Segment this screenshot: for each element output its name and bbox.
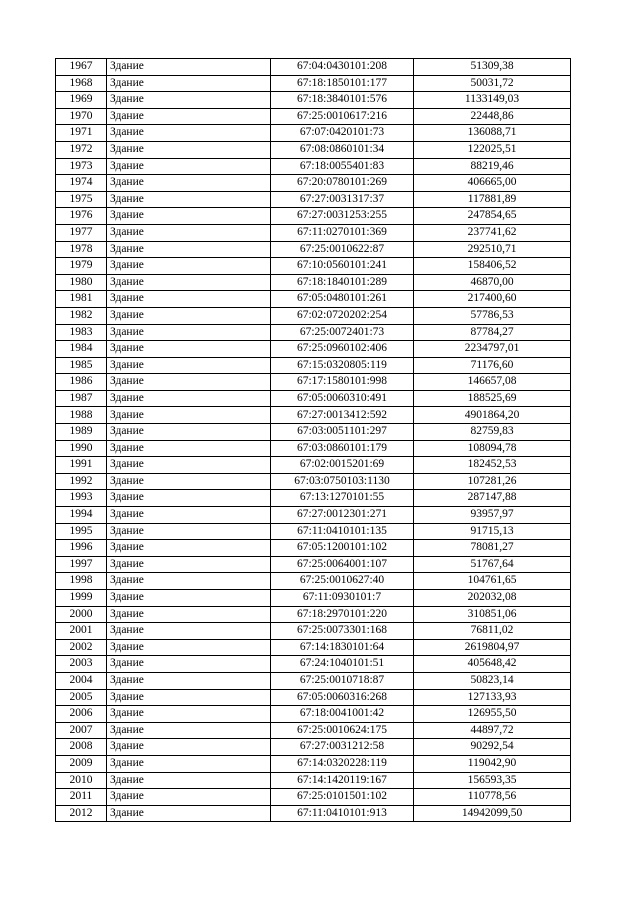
cadastral-value-cell: 405648,42	[414, 656, 571, 673]
cadastral-number-cell: 67:03:0051101:297	[271, 424, 414, 441]
row-number-cell: 1999	[56, 590, 107, 607]
object-type-cell: Здание	[107, 208, 271, 225]
row-number-cell: 1990	[56, 440, 107, 457]
cadastral-value-cell: 71176,60	[414, 357, 571, 374]
row-number-cell: 1974	[56, 175, 107, 192]
table-row	[56, 473, 571, 490]
row-number-cell: 2002	[56, 639, 107, 656]
row-number-cell: 2000	[56, 606, 107, 623]
cadastral-value-cell: 57786,53	[414, 307, 571, 324]
cadastral-number-cell: 67:03:0750103:1130	[271, 473, 414, 490]
cadastral-value-cell: 188525,69	[414, 390, 571, 407]
cadastral-value-cell: 292510,71	[414, 241, 571, 258]
row-number-cell: 1992	[56, 473, 107, 490]
row-number-cell: 1996	[56, 540, 107, 557]
cadastral-number-cell: 67:05:0060316:268	[271, 689, 414, 706]
table-row	[56, 208, 571, 225]
object-type-cell: Здание	[107, 739, 271, 756]
row-number-cell: 1993	[56, 490, 107, 507]
cadastral-number-cell: 67:11:0410101:913	[271, 805, 414, 822]
row-number-cell: 2001	[56, 623, 107, 640]
table-row	[56, 639, 571, 656]
object-type-cell: Здание	[107, 191, 271, 208]
cadastral-value-cell: 22448,86	[414, 108, 571, 125]
cadastral-value-cell: 82759,83	[414, 424, 571, 441]
object-type-cell: Здание	[107, 440, 271, 457]
object-type-cell: Здание	[107, 789, 271, 806]
table-row	[56, 772, 571, 789]
row-number-cell: 1991	[56, 457, 107, 474]
cadastral-number-cell: 67:25:0010627:40	[271, 573, 414, 590]
cadastral-number-cell: 67:02:0015201:69	[271, 457, 414, 474]
table-row	[56, 623, 571, 640]
row-number-cell: 2004	[56, 672, 107, 689]
object-type-cell: Здание	[107, 722, 271, 739]
cadastral-number-cell: 67:07:0420101:73	[271, 125, 414, 142]
row-number-cell: 1976	[56, 208, 107, 225]
cadastral-number-cell: 67:15:0320805:119	[271, 357, 414, 374]
object-type-cell: Здание	[107, 606, 271, 623]
table-row	[56, 722, 571, 739]
cadastral-number-cell: 67:27:0031212:58	[271, 739, 414, 756]
cadastral-number-cell: 67:27:0031317:37	[271, 191, 414, 208]
cadastral-value-cell: 126955,50	[414, 706, 571, 723]
registry-table	[55, 58, 571, 822]
cadastral-number-cell: 67:18:2970101:220	[271, 606, 414, 623]
table-row	[56, 440, 571, 457]
object-type-cell: Здание	[107, 324, 271, 341]
cadastral-number-cell: 67:02:0720202:254	[271, 307, 414, 324]
table-row	[56, 556, 571, 573]
cadastral-value-cell: 146657,08	[414, 374, 571, 391]
cadastral-value-cell: 104761,65	[414, 573, 571, 590]
cadastral-value-cell: 122025,51	[414, 141, 571, 158]
cadastral-value-cell: 406665,00	[414, 175, 571, 192]
cadastral-number-cell: 67:11:0270101:369	[271, 224, 414, 241]
cadastral-value-cell: 1133149,03	[414, 92, 571, 109]
row-number-cell: 1997	[56, 556, 107, 573]
table-row	[56, 258, 571, 275]
cadastral-value-cell: 310851,06	[414, 606, 571, 623]
cadastral-number-cell: 67:25:0010617:216	[271, 108, 414, 125]
cadastral-number-cell: 67:25:0010718:87	[271, 672, 414, 689]
object-type-cell: Здание	[107, 108, 271, 125]
cadastral-value-cell: 51309,38	[414, 59, 571, 76]
row-number-cell: 1968	[56, 75, 107, 92]
cadastral-number-cell: 67:18:0055401:83	[271, 158, 414, 175]
cadastral-value-cell: 2234797,01	[414, 341, 571, 358]
cadastral-value-cell: 14942099,50	[414, 805, 571, 822]
object-type-cell: Здание	[107, 407, 271, 424]
table-row	[56, 590, 571, 607]
cadastral-value-cell: 44897,72	[414, 722, 571, 739]
object-type-cell: Здание	[107, 689, 271, 706]
table-row	[56, 706, 571, 723]
row-number-cell: 1995	[56, 523, 107, 540]
cadastral-value-cell: 91715,13	[414, 523, 571, 540]
cadastral-number-cell: 67:27:0031253:255	[271, 208, 414, 225]
object-type-cell: Здание	[107, 424, 271, 441]
row-number-cell: 1994	[56, 507, 107, 524]
cadastral-value-cell: 78081,27	[414, 540, 571, 557]
object-type-cell: Здание	[107, 274, 271, 291]
table-row	[56, 307, 571, 324]
object-type-cell: Здание	[107, 158, 271, 175]
row-number-cell: 1971	[56, 125, 107, 142]
row-number-cell: 2005	[56, 689, 107, 706]
object-type-cell: Здание	[107, 656, 271, 673]
table-row	[56, 75, 571, 92]
table-row	[56, 175, 571, 192]
cadastral-value-cell: 127133,93	[414, 689, 571, 706]
cadastral-number-cell: 67:10:0560101:241	[271, 258, 414, 275]
cadastral-value-cell: 119042,90	[414, 755, 571, 772]
cadastral-number-cell: 67:18:0041001:42	[271, 706, 414, 723]
cadastral-number-cell: 67:25:0101501:102	[271, 789, 414, 806]
cadastral-value-cell: 2619804,97	[414, 639, 571, 656]
row-number-cell: 1987	[56, 390, 107, 407]
row-number-cell: 1975	[56, 191, 107, 208]
cadastral-value-cell: 156593,35	[414, 772, 571, 789]
cadastral-value-cell: 46870,00	[414, 274, 571, 291]
object-type-cell: Здание	[107, 672, 271, 689]
row-number-cell: 2007	[56, 722, 107, 739]
table-row	[56, 274, 571, 291]
object-type-cell: Здание	[107, 540, 271, 557]
object-type-cell: Здание	[107, 291, 271, 308]
row-number-cell: 1967	[56, 59, 107, 76]
table-row	[56, 324, 571, 341]
object-type-cell: Здание	[107, 125, 271, 142]
table-row	[56, 523, 571, 540]
row-number-cell: 2011	[56, 789, 107, 806]
cadastral-value-cell: 202032,08	[414, 590, 571, 607]
object-type-cell: Здание	[107, 573, 271, 590]
table-row	[56, 241, 571, 258]
object-type-cell: Здание	[107, 556, 271, 573]
cadastral-value-cell: 88219,46	[414, 158, 571, 175]
cadastral-number-cell: 67:27:0013412:592	[271, 407, 414, 424]
cadastral-value-cell: 237741,62	[414, 224, 571, 241]
table-row	[56, 291, 571, 308]
object-type-cell: Здание	[107, 357, 271, 374]
object-type-cell: Здание	[107, 341, 271, 358]
cadastral-value-cell: 136088,71	[414, 125, 571, 142]
table-row	[56, 689, 571, 706]
object-type-cell: Здание	[107, 258, 271, 275]
object-type-cell: Здание	[107, 755, 271, 772]
row-number-cell: 1969	[56, 92, 107, 109]
object-type-cell: Здание	[107, 490, 271, 507]
table-row	[56, 374, 571, 391]
cadastral-number-cell: 67:25:0010624:175	[271, 722, 414, 739]
cadastral-value-cell: 182452,53	[414, 457, 571, 474]
row-number-cell: 1985	[56, 357, 107, 374]
cadastral-number-cell: 67:25:0072401:73	[271, 324, 414, 341]
cadastral-value-cell: 51767,64	[414, 556, 571, 573]
cadastral-value-cell: 108094,78	[414, 440, 571, 457]
table-row	[56, 656, 571, 673]
cadastral-value-cell: 247854,65	[414, 208, 571, 225]
table-row	[56, 606, 571, 623]
object-type-cell: Здание	[107, 706, 271, 723]
cadastral-number-cell: 67:14:1420119:167	[271, 772, 414, 789]
cadastral-number-cell: 67:18:3840101:576	[271, 92, 414, 109]
table-row	[56, 789, 571, 806]
table-row	[56, 125, 571, 142]
table-row	[56, 158, 571, 175]
object-type-cell: Здание	[107, 590, 271, 607]
object-type-cell: Здание	[107, 92, 271, 109]
cadastral-value-cell: 107281,26	[414, 473, 571, 490]
table-row	[56, 457, 571, 474]
object-type-cell: Здание	[107, 141, 271, 158]
row-number-cell: 2009	[56, 755, 107, 772]
row-number-cell: 1984	[56, 341, 107, 358]
table-row	[56, 739, 571, 756]
cadastral-number-cell: 67:03:0860101:179	[271, 440, 414, 457]
table-row	[56, 424, 571, 441]
cadastral-number-cell: 67:05:0480101:261	[271, 291, 414, 308]
cadastral-number-cell: 67:05:1200101:102	[271, 540, 414, 557]
row-number-cell: 1986	[56, 374, 107, 391]
row-number-cell: 1970	[56, 108, 107, 125]
table-row	[56, 755, 571, 772]
cadastral-number-cell: 67:25:0073301:168	[271, 623, 414, 640]
row-number-cell: 2006	[56, 706, 107, 723]
cadastral-number-cell: 67:14:1830101:64	[271, 639, 414, 656]
table-row	[56, 805, 571, 822]
cadastral-number-cell: 67:25:0960102:406	[271, 341, 414, 358]
row-number-cell: 2003	[56, 656, 107, 673]
table-row	[56, 672, 571, 689]
cadastral-value-cell: 87784,27	[414, 324, 571, 341]
cadastral-number-cell: 67:13:1270101:55	[271, 490, 414, 507]
cadastral-value-cell: 217400,60	[414, 291, 571, 308]
object-type-cell: Здание	[107, 805, 271, 822]
object-type-cell: Здание	[107, 241, 271, 258]
table-row	[56, 341, 571, 358]
cadastral-number-cell: 67:08:0860101:34	[271, 141, 414, 158]
cadastral-value-cell: 90292,54	[414, 739, 571, 756]
cadastral-number-cell: 67:24:1040101:51	[271, 656, 414, 673]
cadastral-number-cell: 67:27:0012301:271	[271, 507, 414, 524]
row-number-cell: 1978	[56, 241, 107, 258]
cadastral-value-cell: 76811,02	[414, 623, 571, 640]
cadastral-value-cell: 287147,88	[414, 490, 571, 507]
row-number-cell: 1983	[56, 324, 107, 341]
table-row	[56, 224, 571, 241]
object-type-cell: Здание	[107, 523, 271, 540]
table-row	[56, 92, 571, 109]
table-row	[56, 108, 571, 125]
row-number-cell: 1972	[56, 141, 107, 158]
row-number-cell: 1982	[56, 307, 107, 324]
object-type-cell: Здание	[107, 374, 271, 391]
object-type-cell: Здание	[107, 307, 271, 324]
cadastral-number-cell: 67:11:0410101:135	[271, 523, 414, 540]
row-number-cell: 2008	[56, 739, 107, 756]
table-row	[56, 573, 571, 590]
cadastral-value-cell: 158406,52	[414, 258, 571, 275]
table-row	[56, 490, 571, 507]
table-row	[56, 59, 571, 76]
cadastral-number-cell: 67:05:0060310:491	[271, 390, 414, 407]
table-row	[56, 540, 571, 557]
cadastral-number-cell: 67:25:0064001:107	[271, 556, 414, 573]
cadastral-value-cell: 50823,14	[414, 672, 571, 689]
row-number-cell: 2010	[56, 772, 107, 789]
cadastral-value-cell: 50031,72	[414, 75, 571, 92]
row-number-cell: 1981	[56, 291, 107, 308]
cadastral-value-cell: 93957,97	[414, 507, 571, 524]
table-row	[56, 507, 571, 524]
row-number-cell: 1988	[56, 407, 107, 424]
object-type-cell: Здание	[107, 772, 271, 789]
cadastral-number-cell: 67:17:1580101:998	[271, 374, 414, 391]
cadastral-number-cell: 67:18:1850101:177	[271, 75, 414, 92]
cadastral-value-cell: 4901864,20	[414, 407, 571, 424]
cadastral-number-cell: 67:20:0780101:269	[271, 175, 414, 192]
table-row	[56, 407, 571, 424]
registry-table-body	[56, 59, 571, 822]
cadastral-number-cell: 67:04:0430101:208	[271, 59, 414, 76]
row-number-cell: 1989	[56, 424, 107, 441]
cadastral-number-cell: 67:25:0010622:87	[271, 241, 414, 258]
object-type-cell: Здание	[107, 224, 271, 241]
row-number-cell: 1973	[56, 158, 107, 175]
cadastral-value-cell: 110778,56	[414, 789, 571, 806]
cadastral-value-cell: 117881,89	[414, 191, 571, 208]
object-type-cell: Здание	[107, 639, 271, 656]
object-type-cell: Здание	[107, 507, 271, 524]
row-number-cell: 2012	[56, 805, 107, 822]
object-type-cell: Здание	[107, 390, 271, 407]
cadastral-number-cell: 67:18:1840101:289	[271, 274, 414, 291]
object-type-cell: Здание	[107, 59, 271, 76]
row-number-cell: 1977	[56, 224, 107, 241]
table-row	[56, 191, 571, 208]
object-type-cell: Здание	[107, 457, 271, 474]
row-number-cell: 1998	[56, 573, 107, 590]
object-type-cell: Здание	[107, 623, 271, 640]
object-type-cell: Здание	[107, 75, 271, 92]
cadastral-number-cell: 67:11:0930101:7	[271, 590, 414, 607]
table-row	[56, 141, 571, 158]
table-row	[56, 357, 571, 374]
row-number-cell: 1979	[56, 258, 107, 275]
table-row	[56, 390, 571, 407]
object-type-cell: Здание	[107, 473, 271, 490]
object-type-cell: Здание	[107, 175, 271, 192]
row-number-cell: 1980	[56, 274, 107, 291]
cadastral-number-cell: 67:14:0320228:119	[271, 755, 414, 772]
